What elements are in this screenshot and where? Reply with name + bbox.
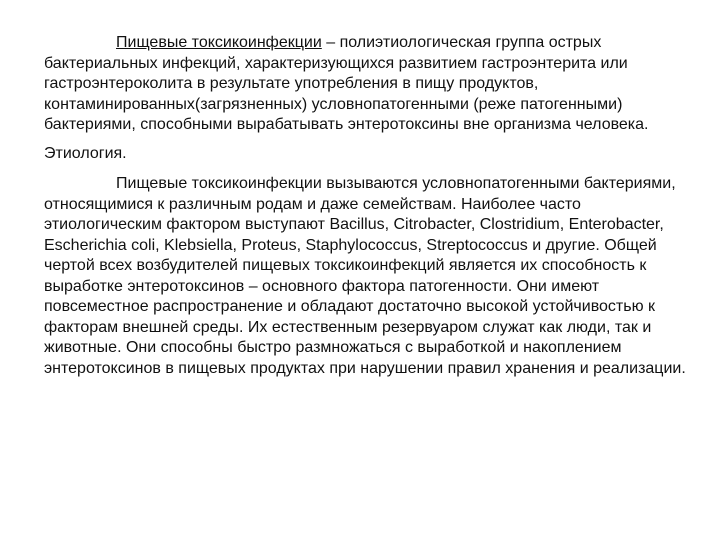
definition-paragraph [44,33,694,136]
etiology-paragraph: Пищевые токсикоинфекции вызываются условнопатогенными бактериями, относящимися к различным родам и даже семействам. Наиболее часто этиологическим фактором выступают Bacillus, Citrobacter, Clostridium, Enterobacter, Escherichia coli, Klebsiella, Proteus, Staphylococcus, Streptococcus и другие. Общей чертой всех возбудителей пищевых токсикоинфекций является их способность к выработке энтеротоксинов – основного фактора патогенности. Они имеют повсеместное распространение и обладают достаточно высокой устойчивостью к факторам внешней среды. Их естественным резервуаром служат как люди, так и животные. Они способны быстро размножаться с выработкой и накоплением энтеротоксинов в пищевых продуктах при нарушении правил хранения и реализации. [44,175,686,377]
definition-term: Пищевые токсикоинфекции [116,34,322,51]
etiology-heading-suffix: . [122,144,127,162]
slide-content [44,33,694,379]
definition-text: – полиэтиологическая группа острых бактериальных инфекций, характеризующихся развитием гастроэнтерита или гастроэнтероколита в результате употребления в пищу продуктов, контаминированных(загрязненных) условнопатогенными (реже патогенными) бактериями, способными вырабатывать энтеротоксины вне организма человека. [44,34,649,133]
etiology-heading [44,144,694,165]
etiology-heading-title: Этиология [44,144,123,162]
